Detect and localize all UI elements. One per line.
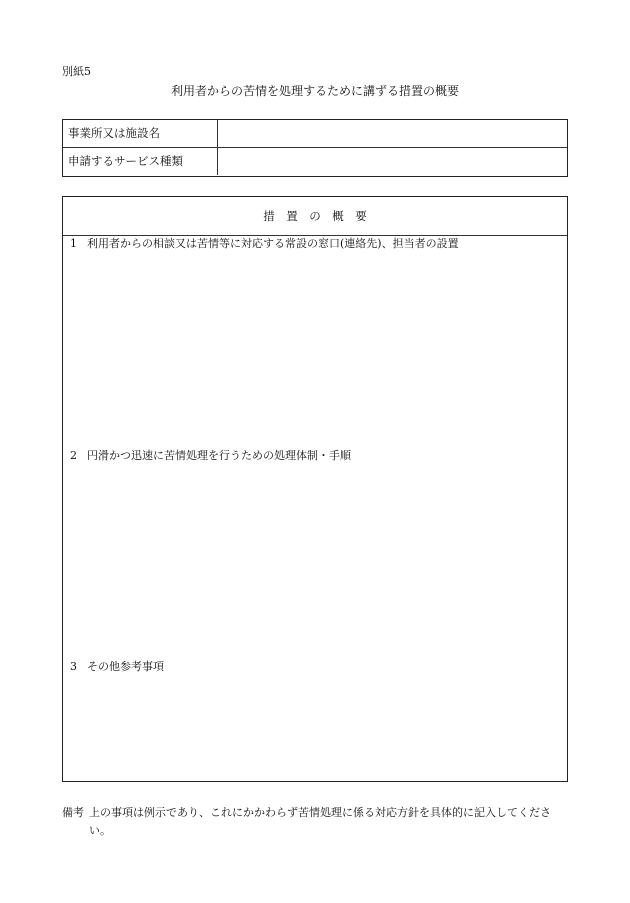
section-heading: その他参考事項 [87, 660, 164, 673]
measures-summary-box [62, 196, 568, 782]
section-heading: 利用者からの相談又は苦情等に対応する常設の窓口(連絡先)、担当者の設置 [87, 237, 459, 250]
service-type-label: 申請するサービス種類 [63, 148, 218, 175]
facility-name-label: 事業所又は施設名 [63, 120, 218, 147]
section-number: 3 [70, 660, 77, 673]
form-label: 別紙5 [62, 65, 91, 78]
facility-name-field[interactable] [219, 120, 567, 147]
remarks-note [62, 804, 570, 840]
facility-name-row [63, 120, 567, 148]
section-processing-system [70, 449, 561, 654]
service-type-row [63, 148, 567, 175]
section-heading: 円滑かつ迅速に苦情処理を行うための処理体制・手順 [87, 449, 351, 462]
service-type-field[interactable] [219, 148, 567, 175]
facility-info-table [62, 119, 568, 177]
measures-header: 措 置 の 概 要 [63, 197, 567, 236]
section-number: 1 [70, 237, 77, 250]
remarks-text: 上の事項は例示であり、これにかかわらず苦情処理に係る対応方針を具体的に記入してください。 [89, 806, 551, 837]
section-other-notes [70, 660, 561, 770]
section-contact-window [70, 237, 561, 442]
remarks-label: 備考 [62, 806, 84, 819]
section-number: 2 [70, 449, 77, 462]
document-title: 利用者からの苦情を処理するために講ずる措置の概要 [170, 84, 459, 98]
